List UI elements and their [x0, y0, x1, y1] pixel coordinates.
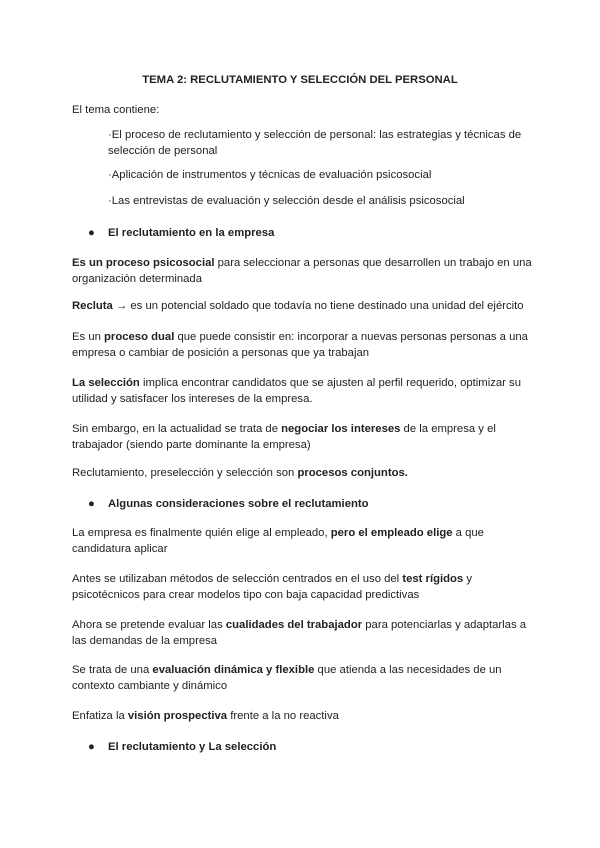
paragraph: La empresa es finalmente quién elige al empleado, pero el empleado elige a que candidatura aplicar	[72, 527, 484, 555]
contents-item: ·El proceso de reclutamiento y selección de personal: las estrategias y técnicas de selección de personal	[108, 129, 522, 157]
bullet-icon: ●	[88, 227, 95, 239]
contents-item: ·Las entrevistas de evaluación y selección desde el análisis psicosocial	[108, 195, 465, 207]
paragraph: Antes se utilizaban métodos de selección centrados en el uso del test rígidos y psicotécnicos para crear modelos tipo con baja capacidad predictivas	[72, 573, 473, 601]
paragraph: Reclutamiento, preselección y selección son procesos conjuntos.	[72, 467, 408, 479]
paragraph: Es un proceso psicosocial para seleccionar a personas que desarrollen un trabajo en una organización determinada	[72, 257, 532, 285]
contents-item: ·Aplicación de instrumentos y técnicas de evaluación psicosocial	[108, 169, 432, 181]
page-title: TEMA 2: RECLUTAMIENTO Y SELECCIÓN DEL PERSONAL	[142, 74, 458, 86]
bullet-icon: ●	[88, 498, 95, 510]
paragraph: Recluta → es un potencial soldado que todavía no tiene destinado una unidad del ejército	[72, 300, 524, 312]
paragraph: Enfatiza la visión prospectiva frente a la no reactiva	[72, 710, 339, 722]
paragraph: La selección implica encontrar candidatos que se ajusten al perfil requerido, optimizar su utilidad y satisfacer los intereses de la empresa.	[72, 377, 521, 405]
paragraph: Es un proceso dual que puede consistir en: incorporar a nuevas personas personas a una empresa o cambiar de posición a personas que ya trabajan	[72, 331, 528, 359]
section-heading: ● El reclutamiento en la empresa	[88, 227, 275, 239]
paragraph: Se trata de una evaluación dinámica y flexible que atienda a las necesidades de un contexto cambiante y dinámico	[72, 664, 502, 692]
paragraph: Ahora se pretende evaluar las cualidades del trabajador para potenciarlas y adaptarlas a las demandas de la empresa	[72, 619, 527, 647]
bullet-icon: ●	[88, 741, 95, 753]
paragraph: Sin embargo, en la actualidad se trata de negociar los intereses de la empresa y el trabajador (siendo parte dominante la empresa)	[72, 423, 496, 451]
section-heading: ● Algunas consideraciones sobre el reclutamiento	[88, 498, 369, 510]
intro-text: El tema contiene:	[72, 104, 160, 116]
section-heading: ● El reclutamiento y La selección	[88, 741, 277, 753]
